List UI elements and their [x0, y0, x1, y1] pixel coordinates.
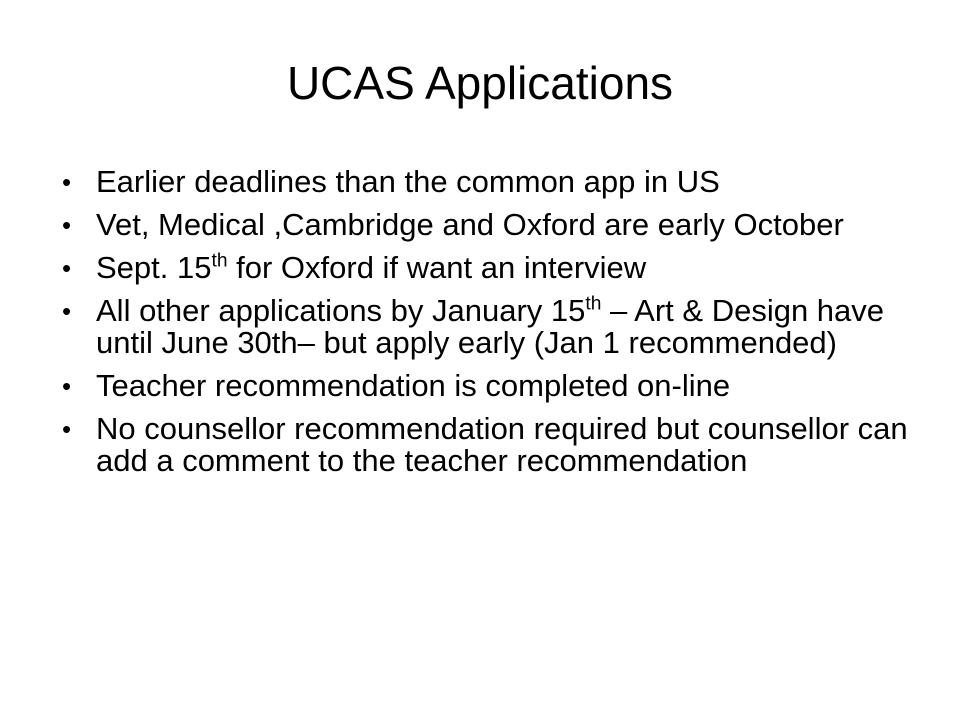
- bullet-dot-icon: •: [62, 414, 72, 444]
- bullet-text: Earlier deadlines than the common app in US: [96, 164, 720, 199]
- bullet-item: [60, 370, 910, 402]
- bullet-item: [60, 413, 910, 477]
- bullet-item: [60, 166, 910, 198]
- bullet-text: [96, 250, 646, 285]
- bullet-text-part: – Art & Design have until June 30th– but apply early (Jan 1 recommended): [96, 293, 885, 360]
- bullet-list: [60, 166, 910, 488]
- bullet-text: [96, 293, 884, 360]
- bullet-text: Teacher recommendation is completed on-line: [96, 368, 731, 403]
- bullet-dot-icon: •: [62, 253, 72, 283]
- bullet-item: [60, 209, 910, 241]
- bullet-item: [60, 252, 910, 284]
- bullet-dot-icon: •: [62, 296, 72, 326]
- bullet-text: Vet, Medical ,Cambridge and Oxford are early October: [96, 207, 844, 242]
- bullet-text: No counsellor recommendation required but counsellor can add a comment to the teacher recommendation: [96, 411, 908, 478]
- bullet-dot-icon: •: [62, 167, 72, 197]
- ordinal-superscript: th: [585, 293, 602, 315]
- bullet-text-part: Sept. 15: [96, 250, 212, 285]
- slide-title: UCAS Applications: [286, 57, 674, 109]
- ordinal-superscript: th: [211, 250, 228, 272]
- bullet-dot-icon: •: [62, 371, 72, 401]
- bullet-text-part: for Oxford if want an interview: [227, 250, 647, 285]
- bullet-item: [60, 295, 910, 359]
- bullet-dot-icon: •: [62, 210, 72, 240]
- bullet-text-part: All other applications by January 15: [96, 293, 586, 328]
